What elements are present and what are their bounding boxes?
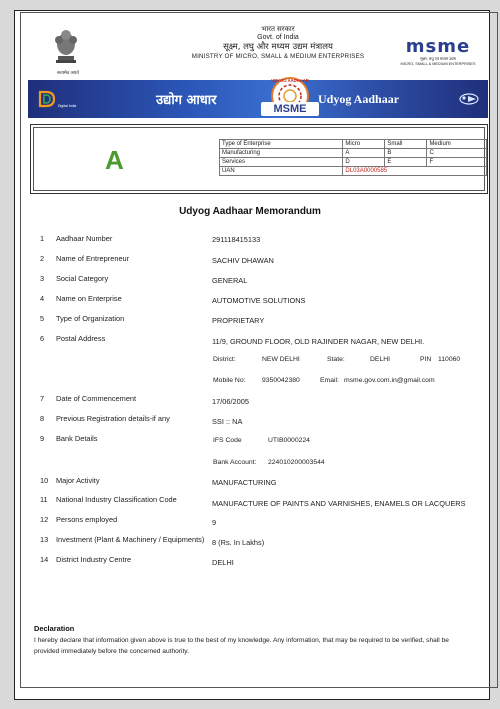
- uan-label: UAN: [220, 167, 343, 176]
- enterprise-type-table: [219, 139, 487, 176]
- item-label: Name of Entrepreneur: [56, 254, 130, 263]
- uan-value: DL03A0000585: [343, 167, 487, 176]
- pin-label: PIN: [420, 356, 432, 363]
- udyog-aadhaar-banner: [28, 80, 488, 118]
- table-cell: D: [343, 158, 385, 167]
- enterprise-name: AUTOMOTIVE SOLUTIONS: [212, 296, 306, 305]
- email-label: Email:: [320, 377, 339, 384]
- social-category: GENERAL: [212, 276, 248, 285]
- commencement-date: 17/06/2005: [212, 397, 249, 406]
- government-title: [138, 26, 418, 61]
- enterprise-grade: A: [105, 145, 124, 175]
- item-number: 6: [40, 334, 45, 343]
- pin-value: 110060: [438, 356, 461, 363]
- item-number: 4: [40, 294, 45, 303]
- state-value: DELHI: [370, 356, 391, 363]
- item-label: Bank Details: [56, 434, 98, 443]
- item-label: National Industry Classification Code: [56, 495, 177, 504]
- item-number: 13: [40, 535, 49, 544]
- item-label: Date of Commencement: [56, 394, 137, 403]
- table-cell: E: [385, 158, 427, 167]
- msme-logo: [394, 36, 482, 67]
- ministry-english: MINISTRY OF MICRO, SMALL & MEDIUM ENTERPRISES: [191, 53, 365, 60]
- table-cell: A: [343, 149, 385, 158]
- item-number: 11: [40, 495, 48, 504]
- gov-english: Govt. of India: [257, 34, 299, 41]
- item-label: Persons employed: [56, 515, 118, 524]
- table-row: [220, 158, 487, 167]
- item-number: 3: [40, 274, 45, 283]
- item-number: 10: [40, 476, 49, 485]
- table-cell: Services: [220, 158, 343, 167]
- bank-account-label: Bank Account:: [213, 459, 257, 466]
- ifs-value: UTIB0000224: [268, 437, 310, 444]
- enterprise-category-box: [30, 124, 488, 194]
- postal-address: 11/9, GROUND FLOOR, OLD RAJINDER NAGAR, NEW DELHI.: [212, 337, 425, 346]
- table-cell: C: [427, 149, 487, 158]
- table-header-row: [220, 140, 487, 149]
- district-industry-centre: DELHI: [212, 558, 234, 567]
- district-value: NEW DELHI: [262, 356, 300, 363]
- declaration-heading: Declaration: [34, 624, 75, 633]
- item-label: District Industry Centre: [56, 555, 132, 564]
- nic-code: MANUFACTURE OF PAINTS AND VARNISHES, ENAMELS OR LACQUERS: [212, 499, 466, 508]
- item-number: 9: [40, 434, 45, 443]
- table-header-cell: Small: [385, 140, 427, 149]
- investment: 8 (Rs. In Lakhs): [212, 538, 265, 547]
- item-number: 1: [40, 234, 45, 243]
- gov-hindi: भारत सरकार: [261, 26, 295, 33]
- item-label: Name on Enterprise: [56, 294, 122, 303]
- mobile-value: 9350042380: [262, 377, 300, 384]
- digital-india-label: Digital India: [58, 104, 77, 108]
- aadhaar-number: 291118415133: [212, 235, 261, 244]
- state-label: State:: [327, 356, 345, 363]
- memorandum-title: Udyog Aadhaar Memorandum: [179, 206, 321, 217]
- logo-ring-text: UDYOG AADHAAR: [271, 78, 309, 83]
- make-in-india-lion-icon: [458, 92, 480, 106]
- item-label: Postal Address: [56, 334, 106, 343]
- banner-title-english: Udyog Aadhaar: [318, 92, 400, 106]
- udyog-aadhaar-logo-msme: MSME: [261, 102, 319, 116]
- item-label: Social Category: [56, 274, 109, 283]
- item-label: Investment (Plant & Machinery / Equipments): [56, 535, 205, 544]
- item-label: Previous Registration details-if any: [56, 414, 170, 423]
- national-emblem-icon: [46, 26, 86, 76]
- table-cell: B: [385, 149, 427, 158]
- item-number: 7: [40, 394, 45, 403]
- item-label: Type of Organization: [56, 314, 125, 323]
- previous-registration: SSI :: NA: [212, 417, 243, 426]
- ministry-hindi: सूक्ष्म, लघु और मध्यम उद्यम मंत्रालय: [223, 42, 333, 52]
- declaration-text: I hereby declare that information given above is true to the best of my knowledge. Any information, that may be required to be verified, shall be provided immediately before the concerned authority.: [34, 637, 449, 655]
- item-number: 2: [40, 254, 45, 263]
- email-value: msme.gov.com.in@gmail.com: [344, 377, 435, 384]
- major-activity: MANUFACTURING: [212, 478, 277, 487]
- banner-title-hindi: उद्योग आधार: [156, 93, 217, 108]
- table-header-cell: Micro: [343, 140, 385, 149]
- table-header-cell: Type of Enterprise: [220, 140, 343, 149]
- msme-logo-text: msme: [405, 36, 471, 57]
- persons-employed: 9: [212, 518, 217, 527]
- ifs-label: IFS Code: [213, 437, 242, 444]
- mobile-label: Mobile No:: [213, 377, 246, 384]
- table-header-cell: Medium: [427, 140, 487, 149]
- item-number: 14: [40, 555, 49, 564]
- table-row: [220, 167, 487, 176]
- msme-logo-sub-english: MICRO, SMALL & MEDIUM ENTERPRISES: [400, 62, 476, 66]
- msme-logo-sub-hindi: सूक्ष्म, लघु एवं मध्यम उद्यम: [420, 57, 456, 61]
- item-number: 5: [40, 314, 45, 323]
- emblem-caption: सत्यमेव जयते: [57, 70, 79, 75]
- item-label: Aadhaar Number: [56, 234, 113, 243]
- item-number: 12: [40, 515, 49, 524]
- header: [28, 22, 488, 80]
- table-cell: Manufacturing: [220, 149, 343, 158]
- item-label: Major Activity: [56, 476, 100, 485]
- district-label: District:: [213, 356, 236, 363]
- entrepreneur-name: SACHIV DHAWAN: [212, 256, 274, 265]
- organization-type: PROPRIETARY: [212, 316, 265, 325]
- bank-account-value: 224010200003544: [268, 459, 325, 466]
- item-number: 8: [40, 414, 45, 423]
- table-row: [220, 149, 487, 158]
- table-cell: F: [427, 158, 487, 167]
